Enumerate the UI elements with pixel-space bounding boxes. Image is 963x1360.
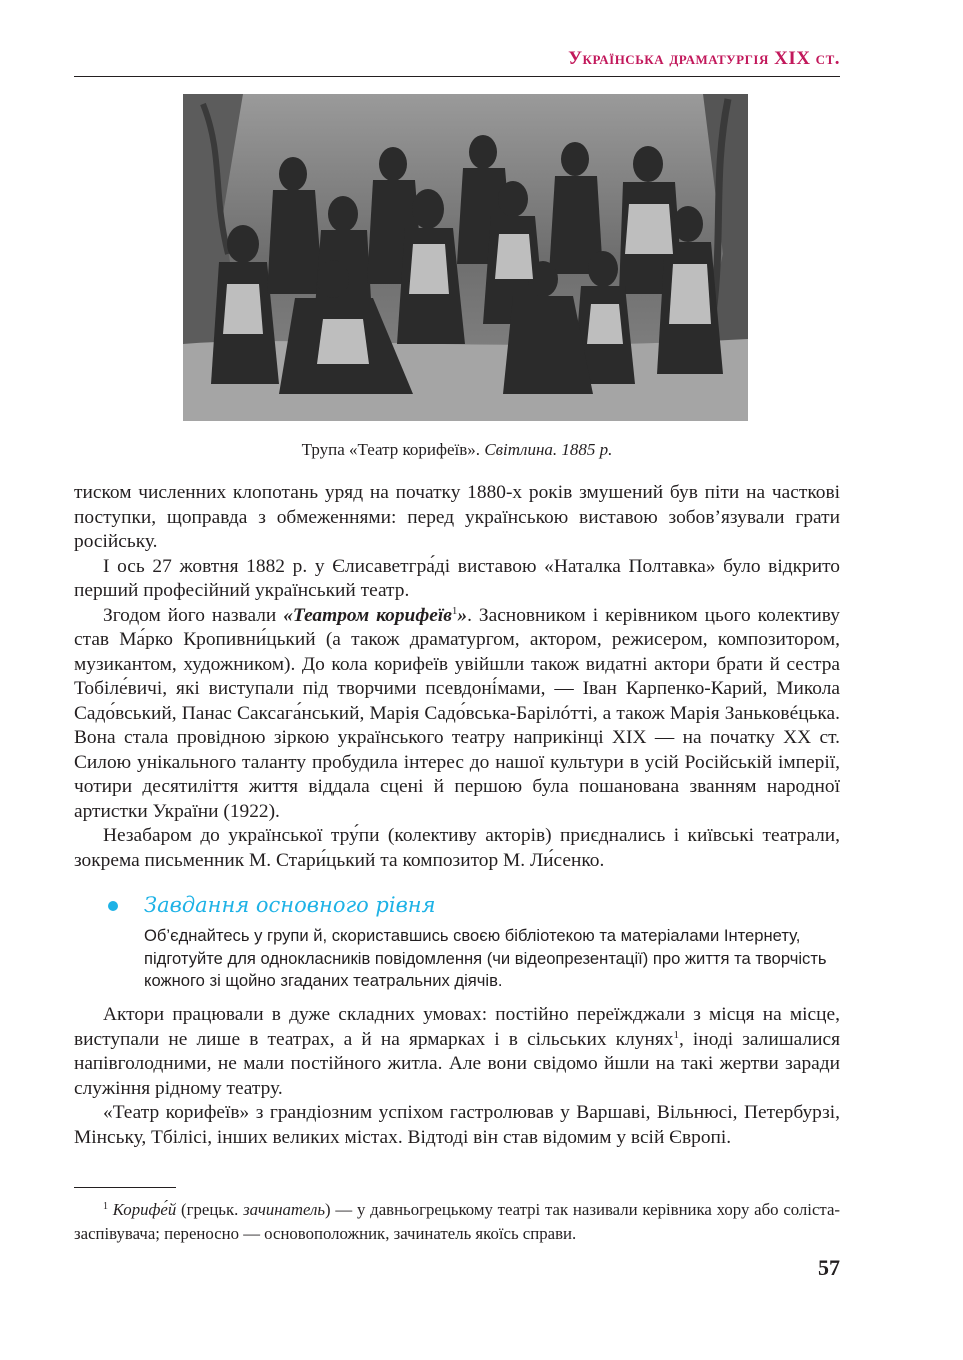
bullet-icon — [108, 901, 118, 911]
caption-text: Трупа «Театр корифеїв». — [301, 440, 485, 459]
footnote-ref-2: 1 — [673, 1028, 679, 1041]
paragraph-5-rest: , іноді залишалися напівголодними, не мали постійного житла. Але вони свідомо йшли на такі жертви заради служіння рідному театру. — [74, 1028, 840, 1099]
footnote-marker: 1 — [103, 1201, 108, 1212]
paragraph-4: Незабаром до української тру́пи (колективу акторів) приєднались і київські театрали, зокрема письменник М. Стари́цький та композитор М. Ли́сенко. — [74, 825, 840, 871]
paragraph-3-rest: . Засновником і керівником цього колективу став Ма́рко Кропивни́цький (а також драматургом, актором, режисером, композитором, музикантом, художником). До кола корифеїв увійшли також видатні актори брати й сестра Тобіле́вичі, які виступали під творчими псевдоні́мами, — Іван Карпенко-Карий, Микола Садо́вський, Панас Саксага́нський, Марія Садо́вська-Барілóтті, а також Марія Заньковéцька. Вона стала провідною зіркою українського театру наприкінці XIX — на початку XX ст. Силою унікального таланту пробудила інтерес до нашої культури в усій Російській імперії, чотири десятиліття життя віддала сцені й першою була пошанована званням народної артистки України (1922). — [74, 604, 840, 822]
paragraph-1: тиском численних клопотань уряд на початку 1880-х років змушений був піти на часткові поступки, щоправда з обмеженнями: перед українською виставою зобов’язували грати російську. — [74, 482, 840, 552]
troupe-photo — [183, 94, 748, 421]
troupe-photo-image — [183, 94, 748, 421]
photo-caption — [74, 440, 840, 460]
main-text-continued — [74, 1003, 840, 1150]
running-header — [74, 48, 840, 77]
paragraph-2: І ось 27 жовтня 1882 р. у Єлисаветгра́ді виставою «Наталка Полтавка» було відкрито перший професійний український театр. — [74, 555, 840, 601]
page-number: 57 — [818, 1255, 840, 1280]
main-text — [74, 481, 840, 873]
paragraph-3 — [74, 604, 840, 825]
paragraph-5 — [74, 1003, 840, 1101]
paragraph-3-start: Згодом його назвали — [103, 604, 284, 626]
task-title: Завдання основного рівня — [144, 893, 436, 917]
footnote-text — [74, 1198, 840, 1246]
footnote-origin: зачинатель — [243, 1200, 326, 1219]
footnote-divider — [74, 1187, 176, 1188]
footnote-rest: ) — у давньогрецькому театрі так називали керівника хору або соліста-заспівувача; переносно — основоположник, зачинатель якоїсь справи. — [74, 1200, 840, 1243]
chapter-title: Українська драматургія XIX ст. — [568, 48, 840, 69]
caption-italic: Світлина. 1885 р. — [484, 440, 613, 459]
footnote-mid: (грецьк. — [176, 1200, 244, 1219]
footnote — [74, 1198, 840, 1246]
task-text: Об’єднайтесь у групи й, скориставшись своєю бібліотекою та матеріалами Інтернету, підготуйте для однокласників повідомлення (чи відеопрезентації) про життя та творчість кожного зі щойно згаданих театральних діячів. — [144, 926, 827, 990]
term-teatr-koryfeiv: «Театром корифеїв — [283, 604, 452, 626]
paragraph-6: «Театр корифеїв» з грандіозним успіхом гастролював у Варшаві, Вільнюсі, Петербурзі, Мінську, Тбілісі, інших великих містах. Відтоді він став відомим у всій Європі. — [74, 1102, 840, 1148]
term-close-quote: » — [457, 604, 468, 626]
footnote-ref-1: 1 — [451, 604, 458, 617]
footnote-term: Корифе́й — [112, 1200, 177, 1219]
paragraph-5-start: Актори працювали в дуже складних умовах: постійно переїжджали з місця на місце, виступали не лише в театрах, а й на ярмарках і в сільських клунях — [74, 1004, 840, 1050]
